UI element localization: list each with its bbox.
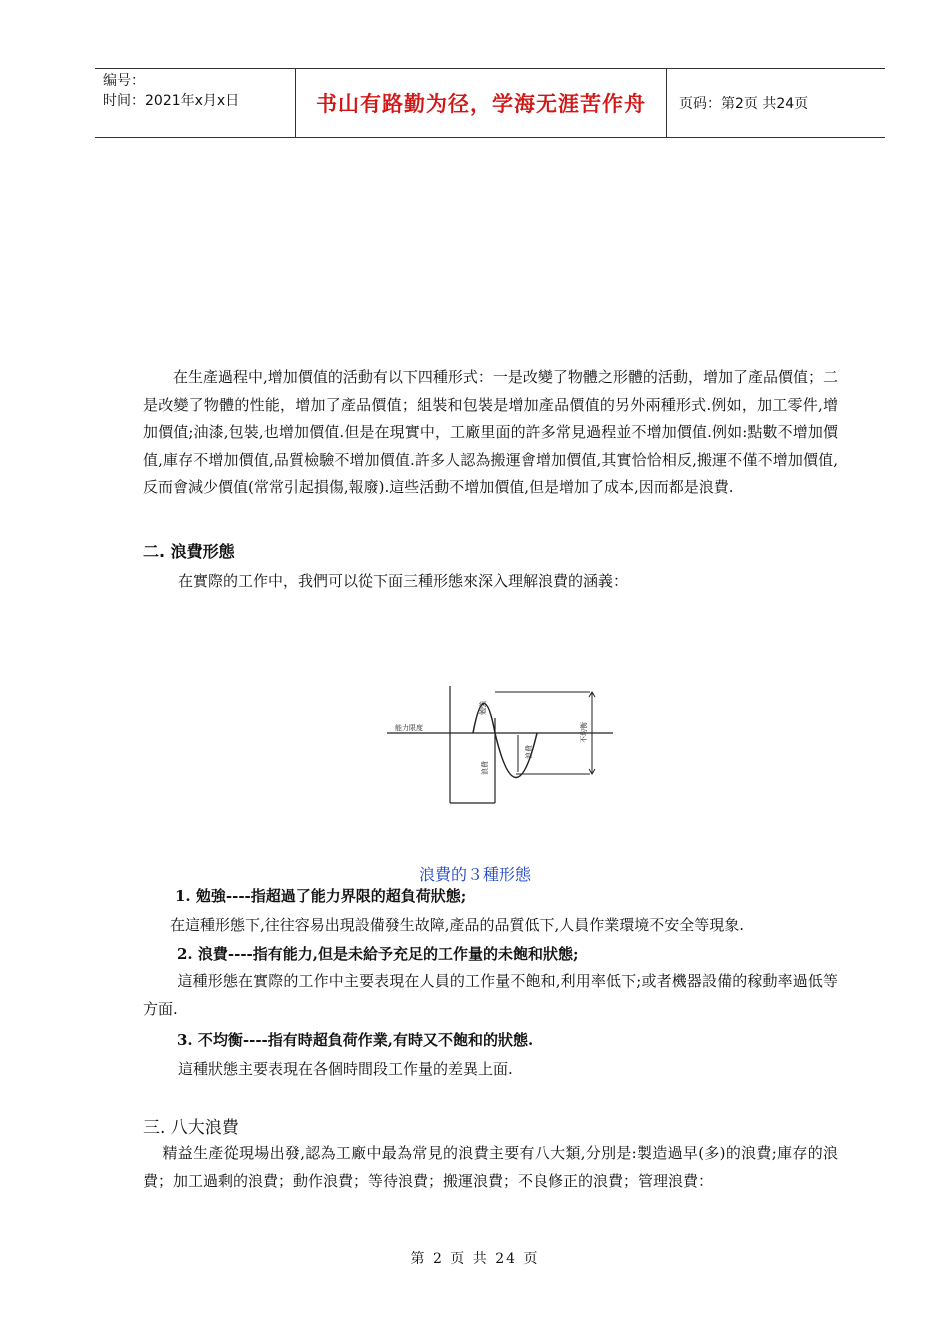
- section-heading-eight-wastes: 三. 八大浪費: [143, 1118, 239, 1138]
- waste-form-title-2: 2. 浪費----指有能力,但是未給予充足的工作量的未飽和狀態;: [177, 945, 579, 963]
- waste-form-title-1: 1. 勉強----指超過了能力界限的超負荷狀態;: [175, 887, 467, 905]
- capacity-label: 能力限度: [395, 724, 423, 732]
- diagram-caption: 浪費的３種形態: [418, 865, 531, 884]
- waste-forms-diagram: [385, 683, 615, 808]
- header-divider: [666, 69, 667, 137]
- intro-paragraph: 在生產過程中,增加價值的活動有以下四種形式：一是改變了物體之形體的活動，增加了產品價值；二是改變了物體的性能，增加了產品價值；組裝和包裝是增加產品價值的另外兩種形式.例如，加工零件,增加價值;油漆,包裝,也增加價值.但是在現實中，工廠里面的許多常見過程並不增加價值.例如:點數不增加價值,庫存不增加價值,品質檢驗不增加價值.許多人認為搬運會增加價值,其實恰恰相反,搬運不僅不增加價值,反而會減少價值(常常引起損傷,報廢).這些活動不增加價值,但是增加了成本,因而都是浪費.: [143, 368, 838, 496]
- waste-form-text-2: 這種形態在實際的工作中主要表現在人員的工作量不飽和,利用率低下;或者機器設備的稼動率過低等方面.: [143, 972, 838, 1018]
- page-header: [95, 68, 885, 138]
- eight-wastes-paragraph: 精益生產從現場出發,認為工廠中最為常見的浪費主要有八大類,分別是:製造過早(多)的浪費;庫存的浪費；加工過剩的浪費；動作浪費；等待浪費；搬運浪費；不良修正的浪費；管理浪費：: [143, 1144, 838, 1190]
- waste-form-text-3: 這種狀態主要表現在各個時間段工作量的差異上面.: [178, 1060, 513, 1078]
- overload-label: 勉強: [479, 701, 487, 715]
- dip-label: 浪費: [525, 745, 533, 759]
- waste-form-title-3: 3. 不均衡----指有時超負荷作業,有時又不飽和的狀態.: [177, 1031, 534, 1049]
- header-page-info: 页码：第2页 共24页: [679, 96, 809, 112]
- section-heading-waste-forms: 二. 浪費形態: [143, 542, 235, 561]
- document-time: 时间：2021年x月x日: [103, 93, 240, 109]
- imbalance-label: 不均衡: [580, 722, 588, 743]
- underload-label: 浪費: [481, 761, 489, 775]
- header-meta: [103, 71, 239, 111]
- document-number-label: 编号：: [103, 73, 145, 89]
- section-intro: 在實際的工作中，我們可以從下面三種形態來深入理解浪費的涵義：: [178, 572, 629, 590]
- page-footer: 第 2 页 共 24 页: [410, 1251, 540, 1267]
- header-motto: 书山有路勤为径，学海无涯苦作舟: [316, 92, 646, 116]
- waste-form-text-1: 在這種形態下,往往容易出現設備發生故障,產品的品質低下,人員作業環境不安全等現象.: [170, 916, 745, 934]
